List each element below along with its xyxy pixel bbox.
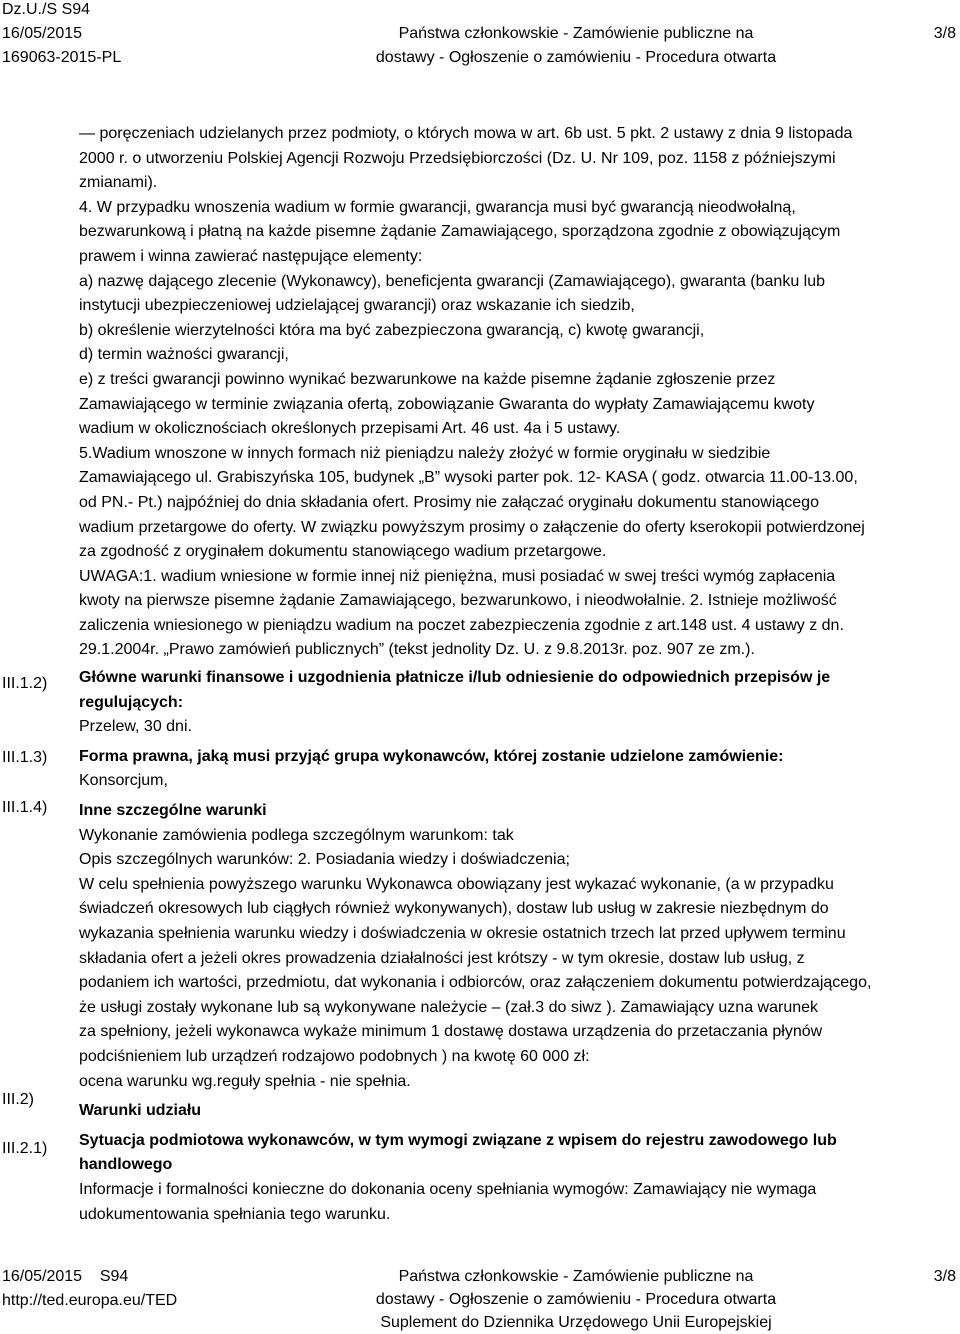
footer-url[interactable]: http://ted.europa.eu/TED bbox=[2, 1292, 178, 1309]
header-notice-id: 169063-2015-PL bbox=[2, 49, 122, 66]
text-line: bezwarunkową i płatną na każde pisemne żądanie Zamawiającego, sporządzona zgodnie z obowiązującym bbox=[79, 223, 841, 241]
section-other-conditions bbox=[79, 799, 949, 1094]
section-number: III.1.2) bbox=[2, 675, 48, 692]
text-line: ocena warunku wg.reguły spełnia - nie spełnia. bbox=[79, 1072, 411, 1090]
footer-title-line: Państwa członkowskie - Zamówienie publiczne na bbox=[398, 1268, 754, 1285]
text-line: d) termin ważności gwarancji, bbox=[79, 346, 289, 364]
text-line: udokumentowania spełniania tego warunku. bbox=[79, 1205, 391, 1223]
header-date: 16/05/2015 bbox=[2, 25, 83, 42]
footer-title bbox=[200, 1265, 952, 1334]
section-heading: Główne warunki finansowe i uzgodnienia płatnicze i/lub odniesienie do odpowiednich przepisów je bbox=[79, 669, 831, 687]
text-line: zmianami). bbox=[79, 174, 158, 192]
text-line: za spełniony, jeżeli wykonawca wykaże minimum 1 dostawę dostawa urządzenia do przetaczania płynów bbox=[79, 1023, 823, 1041]
text-line: podciśnieniem lub urządzeń rodzajowo podobnych ) na kwotę 60 000 zł: bbox=[79, 1047, 590, 1065]
text-line: wadium w okolicznościach określonych przepisami Art. 46 ust. 4a i 5 ustawy. bbox=[79, 420, 621, 438]
section-heading: Inne szczególne warunki bbox=[79, 802, 267, 820]
section-heading: Forma prawna, jaką musi przyjąć grupa wykonawców, której zostanie udzielone zamówienie: bbox=[79, 747, 784, 765]
section-number: III.1.3) bbox=[2, 749, 48, 766]
section-number: III.2) bbox=[2, 1091, 35, 1108]
footer-reference bbox=[2, 1265, 177, 1313]
text-line: Zamawiającego w terminie związania ofertą, zobowiązanie Gwaranta do wypłaty Zamawiającemu kwoty bbox=[79, 395, 815, 413]
header-title bbox=[200, 22, 952, 70]
text-line: b) określenie wierzytelności która ma być zabezpieczona gwarancją, c) kwotę gwarancji, bbox=[79, 321, 705, 339]
text-line: 2000 r. o utworzeniu Polskiej Agencji Rozwoju Przedsiębiorczości (Dz. U. Nr 109, poz. 1158 z późniejszymi bbox=[79, 149, 836, 167]
section-heading: Warunki udziału bbox=[79, 1102, 202, 1120]
section-body: Konsorcjum, bbox=[79, 772, 168, 790]
header-reference bbox=[2, 0, 121, 70]
text-line: od PN.- Pt.) najpóźniej do dnia składania ofert. Prosimy nie załączać oryginału dokumentu stanowiącego bbox=[79, 493, 819, 511]
section-legal-form bbox=[79, 745, 949, 794]
text-line: wykazania spełnienia warunku wiedzy i doświadczenia w okresie ostatnich trzech lat przed upływem terminu bbox=[79, 925, 846, 942]
section-number: III.1.4) bbox=[2, 799, 48, 816]
text-line: prawem i winna zawierać następujące elementy: bbox=[79, 247, 423, 265]
text-line: instytucji ubezpieczeniowej udzielającej gwarancji) oraz wskazanie ich siedzib, bbox=[79, 297, 635, 315]
text-line: wadium przetargowe do oferty. W związku powyższym prosimy o załączenie do oferty kserokopii potwierdzonej bbox=[79, 518, 865, 536]
footer-series: S94 bbox=[99, 1268, 129, 1285]
text-line: 4. W przypadku wnoszenia wadium w formie gwarancji, gwarancja musi być gwarancją nieodwołalną, bbox=[79, 198, 796, 216]
section-participation-conditions bbox=[79, 1099, 949, 1124]
section-heading: handlowego bbox=[79, 1156, 173, 1174]
text-line: a) nazwę dającego zlecenie (Wykonawcy), beneficjenta gwarancji (Zamawiającego), gwaranta (banku lub bbox=[79, 272, 826, 290]
text-line: UWAGA:1. wadium wniesione w formie innej niż pieniężna, musi posiadać w swej treści wymóg zapłacenia bbox=[79, 567, 836, 585]
section-body: Przelew, 30 dni. bbox=[79, 718, 192, 736]
deposit-conditions bbox=[79, 122, 949, 663]
text-line: kwoty na pierwsze pisemne żądanie Zamawiającego, bezwarunkowo, i nieodwołalnie. 2. Istnieje możliwość bbox=[79, 592, 837, 610]
text-line: 29.1.2004r. „Prawo zamówień publicznych” (tekst jednolity Dz. U. z 9.8.2013r. poz. 907 ze zm.). bbox=[79, 641, 755, 659]
text-line: Zamawiającego ul. Grabiszyńska 105, budynek „B” wysoki parter pok. 12- KASA ( godz. otwarcia 11.00-13.00, bbox=[79, 469, 858, 487]
text-line: Informacje i formalności konieczne do dokonania oceny spełniania wymogów: Zamawiający nie wymaga bbox=[79, 1180, 817, 1198]
text-line: że usługi zostały wykonane lub są wykonywane należycie – (zał.3 do siwz ). Zamawiający uzna warunek bbox=[79, 998, 819, 1016]
text-line: Wykonanie zamówienia podlega szczególnym warunkom: tak bbox=[79, 826, 514, 844]
page-footer bbox=[0, 1263, 960, 1334]
text-line: W celu spełnienia powyższego warunku Wykonawca obowiązany jest wykazać wykonanie, (a w przypadku bbox=[79, 875, 834, 893]
section-heading: Sytuacja podmiotowa wykonawców, w tym wymogi związane z wpisem do rejestru zawodowego lub bbox=[79, 1131, 837, 1149]
text-line: Opis szczególnych warunków: 2. Posiadania wiedzy i doświadczenia; bbox=[79, 851, 570, 869]
header-page-number: 3/8 bbox=[933, 25, 956, 42]
text-line: świadczeń okresowych lub ciągłych również wykonywanych), dostaw lub usług w zakresie niezbędnym do bbox=[79, 900, 829, 918]
footer-page-number: 3/8 bbox=[933, 1268, 956, 1285]
section-personal-situation bbox=[79, 1129, 949, 1227]
header-title-line: dostawy - Ogłoszenie o zamówieniu - Procedura otwarta bbox=[375, 49, 777, 66]
footer-title-line: dostawy - Ogłoszenie o zamówieniu - Procedura otwarta bbox=[375, 1291, 777, 1308]
section-heading: regulujących: bbox=[79, 693, 184, 711]
text-line: — poręczeniach udzielanych przez podmioty, o których mowa w art. 6b ust. 5 pkt. 2 ustawy z dnia 9 listopada bbox=[79, 125, 853, 142]
document-body bbox=[79, 122, 949, 1227]
text-line: składania ofert a jeżeli okres prowadzenia działalności jest krótszy - w tym okresie, dostaw lub usług, z bbox=[79, 949, 805, 967]
section-financial-terms bbox=[79, 666, 949, 740]
text-line: za zgodność z oryginałem dokumentu stanowiącego wadium przetargowe. bbox=[79, 543, 607, 561]
header-title-line: Państwa członkowskie - Zamówienie publiczne na bbox=[398, 25, 754, 42]
text-line: zaliczenia wniesionego w pieniądzu wadium na poczet zabezpieczenia zgodnie z art.148 ust. 4 ustawy z dn. bbox=[79, 616, 844, 634]
footer-date: 16/05/2015 bbox=[2, 1268, 83, 1285]
footer-date-line bbox=[2, 1265, 177, 1289]
text-line: 5.Wadium wnoszone w innych formach niż pieniądzu należy złożyć w formie oryginału w siedzibie bbox=[79, 444, 771, 462]
header-journal-ref: Dz.U./S S94 bbox=[2, 1, 91, 18]
section-number: III.2.1) bbox=[2, 1140, 48, 1157]
text-line: podaniem ich wartości, przedmiotu, dat wykonania i odbiorców, oraz załączeniem dokumentu potwierdzającego, bbox=[79, 974, 872, 992]
text-line: e) z treści gwarancji powinno wynikać bezwarunkowe na każde pisemne żądanie zgłoszenie przez bbox=[79, 370, 776, 388]
page-header bbox=[0, 0, 960, 70]
footer-title-line: Suplement do Dziennika Urzędowego Unii Europejskiej bbox=[380, 1314, 772, 1331]
